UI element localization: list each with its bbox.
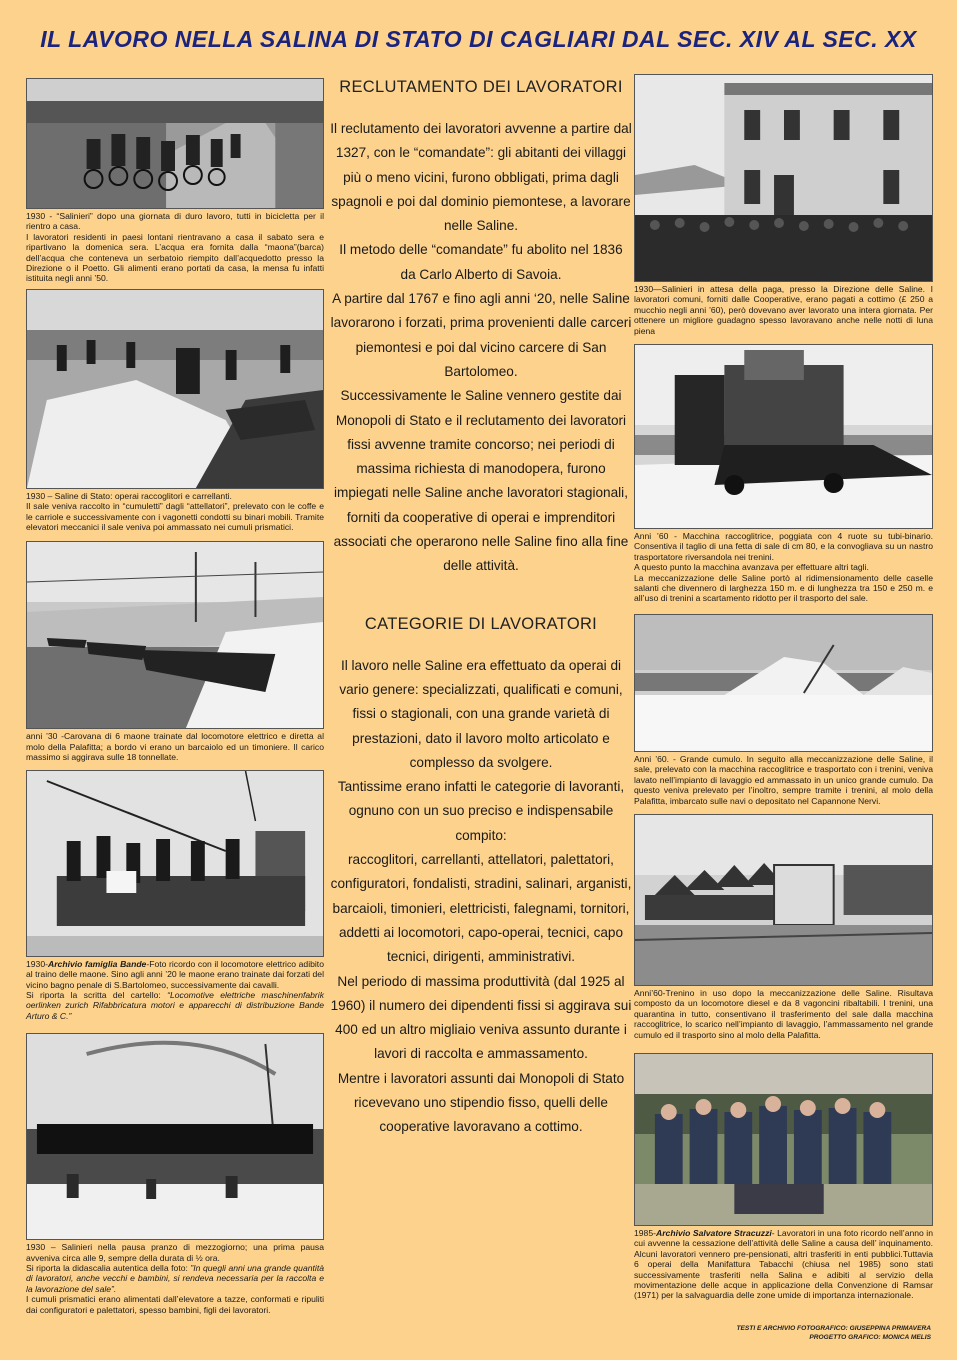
- caption-small-train: Anni’60-Trenino in uso dopo la meccanizzazione delle Saline. Risultava composto da un locomotore diesel e da 8 vagoncini ribaltabili. I trenini, una quarantina in tutto, consentivano il trasferimento del sale dalla macchina raccoglitrice, lo scarico nell’impianto di lavaggio, l’ammassamento nel grande cumulo ed il trasporto sino al molo della Palafitta.: [634, 987, 933, 1040]
- section-categories-body: Il lavoro nelle Saline era effettuato da operai di vario genere: specializzati, qualificati e comuni, fissi o stagionali, con una grande varietà di prestazioni, dato il lavoro molto articolato e complesso da svolgere. Tantissime erano infatti le categorie di lavoranti, ognuno con un suo preciso e indispensabile compito: raccoglitori, carrellanti, attellatori, palettatori, configuratori, fondalisti, stradini, salinari, arganisti, barcaioli, timonieri, elettricisti, falegnami, tornitori, addetti ai locomotori, capo-operai, tecnici, capo tecnici, dirigenti, amministrativi. Nel periodo di massima produttività (dal 1925 al 1960) il numero dei dipendenti fissi si aggirava sui 400 ed un altro migliaio veniva assunto durante i lavori di raccolta e ammassamento. Mentre i lavoratori assunti dai Monopoli di Stato ricevevano uno stipendio fisso, quelli delle cooperative lavoravano a cottimo.: [330, 657, 632, 1135]
- caption-lunch-break: 1930 – Salinieri nella pausa pranzo di mezzogiorno; una prima pausa avveniva circa alle 9, sempre della durata di ½ ora. Si riporta la didascalia autentica della foto: ”In quegli anni una grande quantità di lavoratori, anche vecchi e bambini, si rendeva necessaria per la raccolta e la lavorazione del sale”. I cumuli prismatici erano alimentati dall’elevatore a tazze, conformati e ripuliti dai configuratori e palettatori, spesso bambini, figli dei lavoratori.: [26, 1242, 324, 1315]
- poster-title: IL LAVORO NELLA SALINA DI STATO DI CAGLIARI DAL SEC. XIV AL SEC. XX: [40, 26, 917, 52]
- photo-direction-building: [634, 74, 933, 282]
- section-recruitment-body: Il reclutamento dei lavoratori avvenne a partire dal 1327, con le “comandate”: gli abitanti dei villaggi più o meno vicini, furono obbligati, prima dagli spagnoli e poi dal dominio piemontese, a lavorare nelle Saline. Il metodo delle “comandate” fu abolito nel 1836 da Carlo Alberto di Savoia. A partire dal 1767 e fino agli anni ‘20, nelle Saline lavorarono i forzati, prima provenienti dalle carceri piemontesi e poi dal vicino carcere di San Bartolomeo. Successivamente le Saline vennero gestite dai Monopoli di Stato e il reclutamento dei lavoratori fissi avvenne tramite concorso; nei periodi di massima richiesta di manodopera, furono impiegati nelle Saline anche lavoratori stagionali, forniti da cooperative di operai e imprenditori associati che operarono nelle Saline fino alla fine delle attività.: [330, 121, 632, 574]
- credits-design: PROGETTO GRAFICO: MONICA MELIS: [809, 1333, 931, 1341]
- photo-boats: [26, 541, 324, 729]
- section-categories-title: CATEGORIE DI LAVORATORI: [364, 614, 598, 633]
- photo-locomotive: [26, 770, 324, 957]
- right-column: [634, 74, 933, 1301]
- caption-cyclists: 1930 - “Salinieri” dopo una giornata di duro lavoro, tutti in bicicletta per il rientro a casa. I lavoratori residenti in paesi lontani rientravano a casa il sabato sera e ripartivano la domenica sera. L’acqua era fornita dalla “maona”(barca) dell’acqua che conteneva un serbatoio riempito dall’acquedotto presso la Direzione o il Poetto. Gli alimenti erano portati da casa, la mensa fu infatti istituita negli anni ’50.: [26, 211, 324, 284]
- credits: [736, 1325, 931, 1342]
- photo-salt-workers: [26, 289, 324, 489]
- caption-harvesting-machine: Anni ’60 - Macchina raccoglitrice, poggiata con 4 ruote su tubi-binario. Consentiva il taglio di una fetta di sale di cm 80, e la convogliava su un nastro trasportatore riversandola nei trenini. A questo punto la macchina avanzava per effettuare altri tagli. La meccanizzazione delle Saline portò al ridimensionamento delle caselle salanti che divennero di larghezza 150 m. e di lunghezza tra 150 e 250 m. e all’uso di trenini a scartamento ridotto per il trasporto del sale.: [634, 531, 933, 604]
- caption-direction-building: 1930—Salinieri in attesa della paga, presso la Direzione delle Saline. I lavoratori comuni, forniti dalle Cooperative, erano pagati a cottimo (£ 250 a mucchio negli anni ’60), però dovevano aver lavorato una intera giornata. Per ottenere un migliore guadagno spesso lavoravano anche nelle notti di luna piena: [634, 284, 933, 336]
- middle-column: [330, 78, 632, 1140]
- caption-locomotive: 1930-Archivio famiglia Bande-Foto ricordo con il locomotore elettrico adibito al traino delle maone. Sino agli anni ’20 le maone erano trainate dai forzati del vicino bagno penale di S.Bartolomeo, successivamente dai cavalli. Si riporta la scritta del cartello: “Locomotive elettriche maschinenfabrik oerlinken zurich Rifabbricatura motori e apparecchi di distribuzione Bande Arturo & C.”: [26, 958, 325, 1021]
- credits-texts: TESTI E ARCHIVIO FOTOGRAFICO: GIUSEPPINA PRIMAVERA: [736, 1325, 931, 1332]
- caption-salt-mound: Anni ’60. - Grande cumulo. In seguito alla meccanizzazione delle Saline, il sale, prelevato con la macchina raccoglitrice e trasportato con i trenini, veniva lavato nell’impianto di lavaggio ed ammassato in un unico grande cumulo. Da questo veniva prelevato per l’inoltro, sempre tramite i trenini, al molo della Palafitta, imbarcato sulle navi o depositato nel Capannone Nervi.: [634, 753, 933, 806]
- photo-salt-mound: [634, 614, 933, 752]
- caption-group-1985: 1985-Archivio Salvatore Stracuzzi- Lavoratori in una foto ricordo nell’anno in cui avvenne la cessazione dell’attività delle Saline a causa dell’ inquinamento. Alcuni lavoratori vennero pre-pensionati, altri trasferiti in enti pubblici.Tuttavia 6 operai della Manifattura Tabacchi (chiusa nel 1985) sono stati successivamente trasferiti nella Salina e adibiti al servizio della movimentazione delle acque in applicazione della Convenzione di Ramsar (1971) per la salvaguardia delle zone umide di importanza internazionale.: [634, 1227, 933, 1301]
- photo-harvesting-machine: [634, 344, 933, 529]
- caption-salt-workers: 1930 – Saline di Stato: operai raccoglitori e carrellanti. Il sale veniva raccolto in “cumuletti” dagli “attellatori”, prelevato con le coffe e le carriole e successivamente con i vagonetti condotti su binari mobili. Tramite elevatori meccanici il sale veniva poi ammassato nei cumuli prismatici.: [26, 490, 324, 533]
- photo-lunch-break: [26, 1033, 324, 1240]
- section-recruitment-title: RECLUTAMENTO DEI LAVORATORI: [339, 78, 623, 96]
- photo-group-1985: [634, 1053, 933, 1226]
- left-column: [26, 78, 324, 1315]
- photo-cyclists: [26, 78, 324, 209]
- caption-boats: anni ’30 -Carovana di 6 maone trainate dal locomotore elettrico e diretta al molo della Palafitta; a bordo vi erano un barcaiolo ed un timoniere. Il carico massimo si aggirava sulle 18 tonnellate.: [26, 731, 324, 763]
- photo-small-train: [634, 814, 933, 986]
